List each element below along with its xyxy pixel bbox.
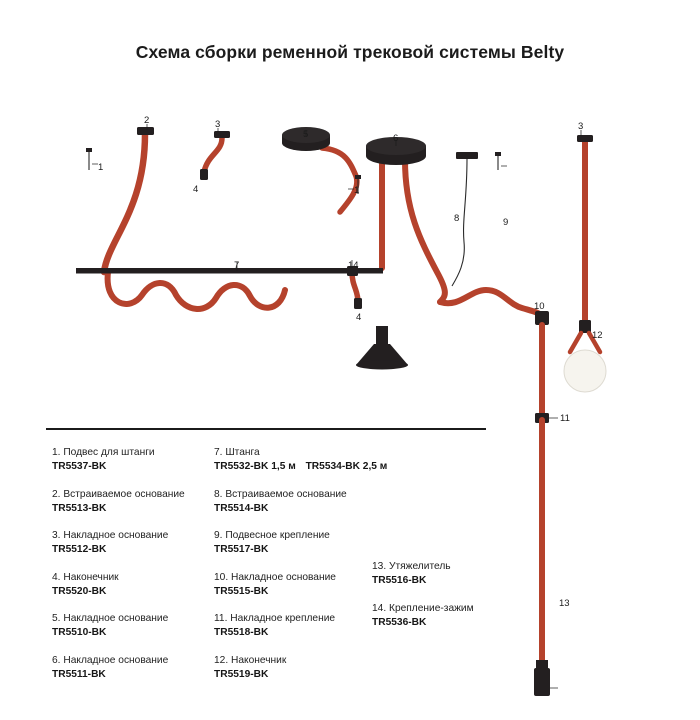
legend: [0, 420, 700, 700]
callout-12: 12: [592, 330, 603, 341]
callout-7: 7: [234, 260, 240, 271]
legend-item-name: Наконечник: [63, 571, 119, 583]
legend-item-name: Подвесное крепление: [225, 530, 330, 541]
legend-item-code-2: TR5534-BK: [305, 461, 360, 472]
legend-item-name: Накладное основание: [63, 530, 169, 541]
callout-11: 11: [560, 413, 570, 424]
legend-item-size-2: 2,5 м: [362, 461, 388, 472]
callout-3b: 3: [578, 121, 584, 132]
legend-item-code: TR5515-BK: [214, 585, 269, 597]
legend-item-code: TR5512-BK: [52, 544, 107, 555]
legend-item-number: 6.: [52, 654, 61, 666]
legend-divider: [46, 428, 486, 430]
legend-item-code: TR5516-BK: [372, 575, 427, 586]
legend-item-number: 1.: [52, 447, 61, 458]
legend-spacer: [372, 532, 522, 561]
legend-item-code: TR5518-BK: [214, 627, 269, 638]
legend-item: [52, 488, 202, 516]
callout-13: 13: [559, 598, 570, 609]
legend-item: [52, 529, 202, 557]
legend-item: [52, 654, 202, 682]
legend-item: [372, 560, 522, 588]
legend-item-number: 4.: [52, 571, 61, 583]
callout-3a: 3: [215, 119, 221, 130]
legend-item-code: TR5511-BK: [52, 668, 106, 680]
callout-5: 5: [303, 129, 309, 140]
strap-assembly-5: [282, 127, 360, 212]
legend-item-number: 3.: [52, 530, 61, 541]
legend-item-number: 13.: [372, 561, 387, 572]
strap-assembly-3-right: [564, 135, 606, 392]
legend-spacer: [372, 475, 522, 504]
legend-item-name: Встраиваемое основание: [225, 488, 347, 500]
callout-4a: 4: [193, 184, 199, 195]
callout-14: 14: [348, 260, 359, 271]
legend-item-name: Подвес для штанги: [63, 447, 155, 458]
callout-9: 9: [503, 217, 509, 228]
legend-item-number: 2.: [52, 488, 61, 500]
legend-item-code: TR5519-BK: [214, 668, 269, 680]
callout-1b: 1: [354, 185, 360, 196]
page-title: Схема сборки ременной трековой системы Belty: [135, 42, 565, 62]
legend-item-name: Накладное основание: [63, 613, 169, 624]
legend-item-name: Накладное основание: [231, 571, 336, 583]
legend-item-code: TR5537-BK: [52, 461, 107, 472]
legend-item-code: TR5536-BK: [372, 616, 427, 628]
legend-item: [52, 571, 202, 599]
legend-item-code: TR5514-BK: [214, 502, 269, 514]
callout-2: 2: [144, 115, 150, 126]
legend-column-3: [372, 446, 522, 643]
legend-item-number: 8.: [214, 488, 223, 500]
rod-assembly-7: [76, 266, 383, 309]
callout-10: 10: [534, 301, 545, 312]
thin-cable-9: [495, 152, 507, 170]
legend-item-name: Накладное основание: [63, 654, 169, 666]
legend-item-number: 7.: [214, 447, 223, 458]
legend-item-number: 12.: [214, 654, 229, 666]
legend-item-number: 9.: [214, 530, 223, 541]
legend-item-code: TR5517-BK: [214, 544, 269, 555]
legend-item-code: TR5510-BK: [52, 627, 107, 638]
legend-item-name: Наконечник: [231, 654, 287, 666]
legend-item: [52, 612, 202, 640]
legend-spacer: [372, 446, 522, 475]
legend-spacer: [372, 503, 522, 532]
legend-item: [372, 602, 522, 630]
legend-column-1: [52, 446, 202, 695]
legend-item-number: 11.: [214, 613, 228, 624]
legend-item-size: 1,5 м: [271, 461, 296, 472]
callout-6: 6: [393, 133, 399, 144]
strap-assembly-2: [104, 127, 154, 272]
strap-assembly-6: [356, 137, 445, 370]
legend-item-number: 5.: [52, 613, 61, 624]
legend-item-name: Крепление-зажим: [389, 602, 474, 614]
legend-item-name: Утяжелитель: [389, 561, 451, 572]
legend-item-code: TR5513-BK: [52, 502, 107, 514]
legend-item-code: TR5532-BK: [214, 461, 269, 472]
callout-1a: 1: [98, 162, 104, 173]
callout-4b: 4: [356, 312, 362, 323]
strap-assembly-3-left: [200, 131, 230, 180]
legend-item-number: 14.: [372, 602, 387, 614]
legend-item-name: Встраиваемое основание: [63, 488, 185, 500]
legend-item: [52, 446, 202, 474]
strap-to-clamp-10: [440, 290, 549, 325]
legend-item-name: Накладное крепление: [230, 613, 336, 624]
legend-item-code: TR5520-BK: [52, 585, 107, 597]
legend-item-name: Штанга: [225, 447, 260, 458]
thin-cable-left: [86, 148, 98, 170]
callout-8: 8: [454, 213, 460, 224]
legend-item-number: 10.: [214, 571, 229, 583]
callout-leaders: [147, 124, 581, 271]
legend-item: [214, 654, 414, 682]
